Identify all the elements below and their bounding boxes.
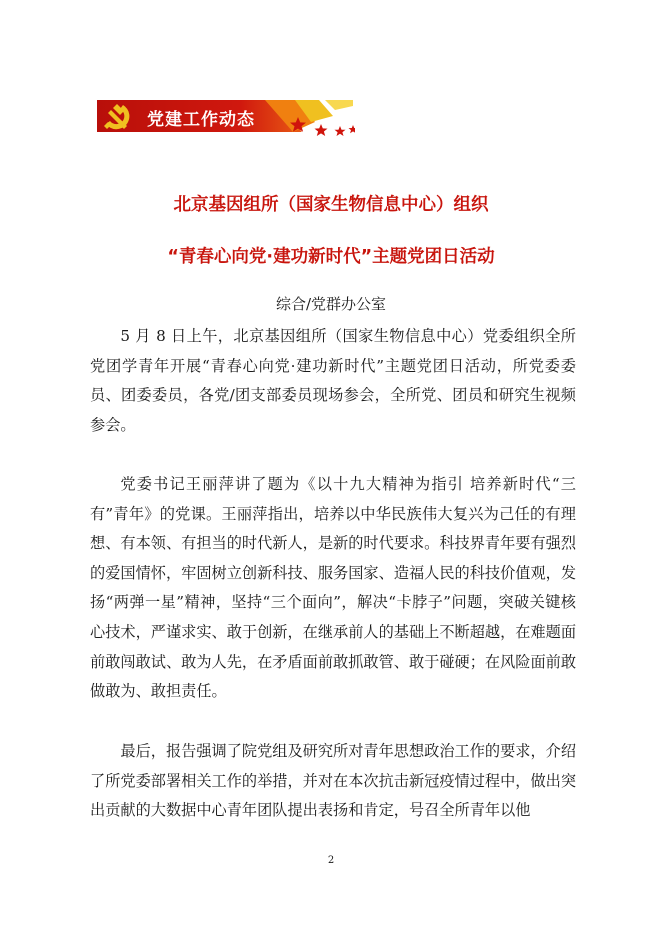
body-paragraph-3: 最后，报告强调了院党组及研究所对青年思想政治工作的要求，介绍了所党委部署相关工作的举措，并对在本次抗击新冠疫情过程中，做出突出贡献的大数据中心青年团队提出表扬和肯定，号召全所青年以他: [90, 742, 576, 820]
article-title-line-2: “青春心向党·建功新时代”主题党团日活动: [167, 247, 495, 267]
article-title-line-1: 北京基因组所（国家生物信息中心）组织: [173, 195, 489, 215]
star-icon: [335, 126, 346, 136]
page-number: 2: [327, 855, 335, 866]
department-byline: 综合/党群办公室: [275, 295, 387, 313]
body-paragraph-2: 党委书记王丽萍讲了题为《以十九大精神为指引 培养新时代“三有”青年》的党课。王丽萍指出，培养以中华民族伟大复兴为己任的有理想、有本领、有担当的时代新人，是新的时代要求。科技界青年要有强烈的爱国情怀，牢固树立创新科技、服务国家、造福人民的科技价值观，发扬“两弹一星”精神，坚持“三个面向”，解决“卡脖子”问题，突破关键核心技术，严谨求实、敢于创新，在继承前人的基础上不断超越，在难题面前敢闯敢试、敢为人先，在矛盾面前敢抓敢管、敢于碰硬；在风险面前敢做敢为、敢担责任。: [90, 475, 576, 701]
body-paragraph-1: 5 月 8 日上午，北京基因组所（国家生物信息中心）党委组织全所党团学青年开展“青春心向党·建功新时代”主题党团日活动，所党委委员、团委委员，各党/团支部委员现场参会，全所党、团员和研究生视频参会。: [90, 327, 576, 434]
banner-gold-tip: [325, 100, 353, 110]
banner-label: 党建工作动态: [147, 110, 255, 130]
star-icon: [349, 125, 356, 133]
star-icon: [315, 124, 328, 136]
party-building-banner: [97, 96, 355, 138]
